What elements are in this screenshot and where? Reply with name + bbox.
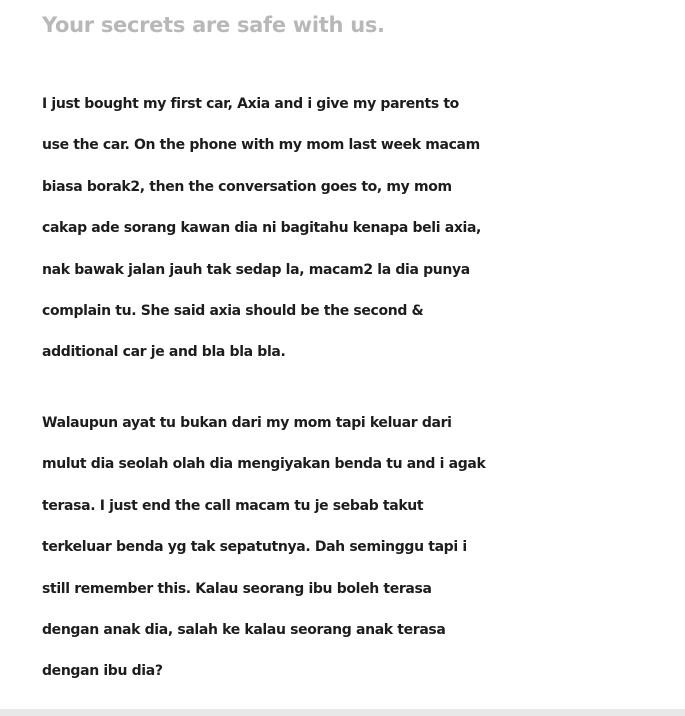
paragraph-line: use the car. On the phone with my mom last week macam <box>42 137 480 154</box>
paragraph-line: mulut dia seolah olah dia mengiyakan benda tu and i agak <box>42 456 486 473</box>
paragraph-line: Walaupun ayat tu bukan dari my mom tapi keluar dari <box>42 415 452 431</box>
tagline: Your secrets are safe with us. <box>42 13 385 37</box>
paragraph-line: biasa borak2, then the conversation goes to, my mom <box>42 178 452 195</box>
paragraph-line: terasa. I just end the call macam tu je sebab takut <box>42 497 424 514</box>
paragraph-line: I just bought my first car, Axia and i give my parents to <box>42 96 459 112</box>
bottom-divider <box>0 709 685 716</box>
paragraph-line: dengan anak dia, salah ke kalau seorang anak terasa <box>42 621 446 638</box>
post-paragraph-2 <box>42 403 682 693</box>
paragraph-line: additional car je and bla bla bla. <box>42 344 286 361</box>
paragraph-line: still remember this. Kalau seorang ibu boleh terasa <box>42 580 432 597</box>
paragraph-line: complain tu. She said axia should be the second & <box>42 302 424 319</box>
paragraph-line: terkeluar benda yg tak sepatutnya. Dah seminggu tapi i <box>42 539 467 556</box>
paragraph-line: dengan ibu dia? <box>42 663 163 680</box>
paragraph-line: cakap ade sorang kawan dia ni bagitahu kenapa beli axia, <box>42 220 482 237</box>
post-paragraph-1 <box>42 84 682 374</box>
paragraph-line: nak bawak jalan jauh tak sedap la, macam2 la dia punya <box>42 261 470 278</box>
